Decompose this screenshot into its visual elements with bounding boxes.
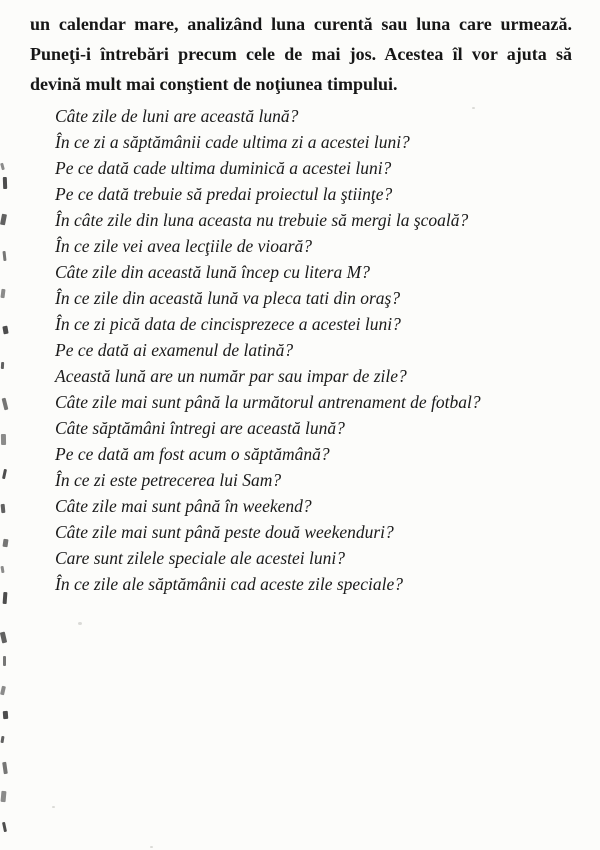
scan-mark xyxy=(1,791,7,802)
question-line: Pe ce dată cade ultima duminică a acestei luni? xyxy=(55,158,392,178)
question-line: Câte zile mai sunt până peste două weekenduri? xyxy=(55,522,394,542)
scan-mark xyxy=(0,686,6,696)
scan-mark xyxy=(2,822,7,832)
question-line: Pe ce dată trebuie să predai proiectul la ştiinţe? xyxy=(55,184,393,204)
paper-speckle xyxy=(150,846,153,848)
scan-mark xyxy=(2,398,9,411)
scan-mark xyxy=(2,762,8,774)
scan-mark xyxy=(0,214,7,226)
question-line: Câte zile mai sunt până la următorul antrenament de fotbal? xyxy=(55,392,481,412)
scan-mark xyxy=(0,163,5,171)
paper-speckle xyxy=(78,622,82,625)
scan-mark xyxy=(1,362,4,369)
scan-mark xyxy=(2,326,8,335)
scan-mark xyxy=(1,504,6,513)
question-line: În ce zi pică data de cincisprezece a acestei luni? xyxy=(55,314,401,334)
question-line: În ce zile ale săptămânii cad aceste zile speciale? xyxy=(55,574,403,594)
intro-line: devină mult mai conştient de noţiunea timpului. xyxy=(30,74,398,94)
scan-mark xyxy=(2,251,6,261)
page-content xyxy=(30,9,572,597)
scan-mark xyxy=(3,656,6,666)
question-line: Câte zile mai sunt până în weekend? xyxy=(55,496,312,516)
scan-mark xyxy=(3,592,8,604)
question-line: Câte zile din această lună încep cu litera M? xyxy=(55,262,370,282)
question-line: Câte zile de luni are această lună? xyxy=(55,106,299,126)
questions-list xyxy=(55,103,572,597)
scan-mark xyxy=(0,289,5,298)
scan-mark xyxy=(3,177,7,189)
question-line: Care sunt zilele speciale ale acestei luni? xyxy=(55,548,345,568)
scan-mark xyxy=(0,632,7,644)
question-line: Pe ce dată am fost acum o săptămână? xyxy=(55,444,330,464)
paper-speckle xyxy=(472,107,475,109)
question-line: În ce zi este petrecerea lui Sam? xyxy=(55,470,282,490)
question-line: În ce zile vei avea lecţiile de vioară? xyxy=(55,236,313,256)
question-line: Această lună are un număr par sau impar de zile? xyxy=(55,366,407,386)
question-line: În ce zi a săptămânii cade ultima zi a acestei luni? xyxy=(55,132,410,152)
paper-speckle xyxy=(52,806,55,808)
question-line: Câte săptămâni întregi are această lună? xyxy=(55,418,345,438)
question-line: În ce zile din această lună va pleca tati din oraş? xyxy=(55,288,401,308)
intro-line: Puneţi-i întrebări precum cele de mai jos. Acestea îl vor ajuta să xyxy=(30,44,572,64)
scan-mark xyxy=(2,469,7,479)
intro-line: un calendar mare, analizând luna curentă sau luna care urmează. xyxy=(30,14,572,34)
scan-mark xyxy=(1,434,6,445)
question-line: În câte zile din luna aceasta nu trebuie să mergi la şcoală? xyxy=(55,210,469,230)
scan-mark xyxy=(0,736,4,743)
intro-paragraph xyxy=(30,9,572,99)
question-line: Pe ce dată ai examenul de latină? xyxy=(55,340,294,360)
scan-mark xyxy=(2,539,8,548)
scan-mark xyxy=(3,711,9,719)
scan-mark xyxy=(0,566,4,573)
